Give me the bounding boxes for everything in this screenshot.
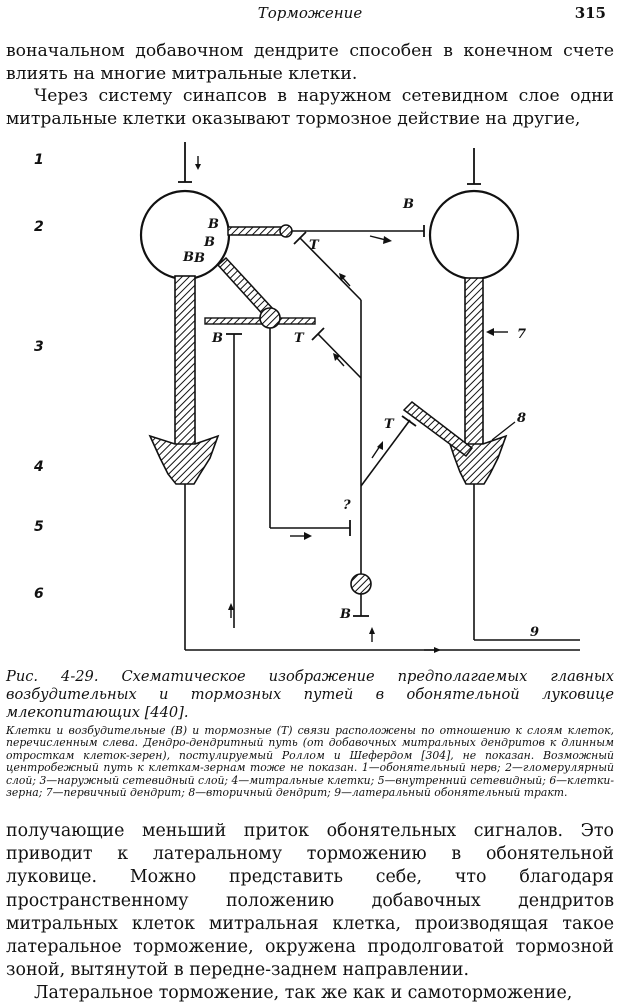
top-paragraphs [6, 40, 614, 130]
secondary-dendrite-right [404, 402, 472, 456]
running-head [0, 2, 620, 24]
label-b6: B [212, 331, 223, 346]
bottom-paragraphs [6, 820, 614, 1006]
arrow-granule-right [372, 441, 383, 458]
level-label-5: 5 [34, 519, 44, 535]
label-b1: B [208, 217, 219, 232]
arrow-up-granule [369, 627, 375, 642]
label-b2: B [204, 235, 215, 250]
level-label-4: 4 [34, 459, 44, 475]
label-8: 8 [517, 411, 527, 426]
level-label-1: 1 [34, 152, 44, 168]
arrow-fibre-right [290, 532, 312, 540]
question-mark: ? [343, 498, 351, 513]
bottom-paragraph-1: получающие меньший приток обонятельных сигналов. Это приводит к латеральному торможению в обонятельной луковице. Можно представить себе, что благодаря пространственному положению добавочных дендритов митральных клеток митральная клетка, производящая такое латеральное торможение, окружена продолговатой тормозной зоной, вытянутой в передне-заднем направлении. [6, 821, 614, 981]
label-b5: B [403, 197, 414, 212]
label-b3: B [194, 251, 205, 266]
mitral-cell-left [141, 191, 229, 279]
caption-title: Рис. 4-29. Схематическое изображение предполагаемых главных возбудительных и тормозных путей в обонятельной луковице млекопитающих [440]. [6, 668, 614, 721]
caption-body: Клетки и возбудительные (В) и тормозные (Т) связи расположены по отношению к слоям клеток, перечисленным слева. Дендро-дендритный путь (от добавочных митральных дендритов к длинным отросткам клеток-зерен), постулируемый Роллом и Шефердом [304], не показан. Возможный центробежный путь к клеткам-зернам тоже не показан. 1—обонятельный нерв; 2—гломерулярный слой; 3—наружный сетевидный слой; 4—митральные клетки; 5—внутренний сетевидный; 6—клетки-зерна; 7—первичный дендрит; 8—вторичный дендрит; 9—латеральный обонятельный тракт. [6, 724, 614, 800]
synapse-upper [280, 225, 292, 237]
arrow-nerve-left [195, 156, 201, 170]
diagram-svg [0, 140, 620, 660]
page-number: 315 [574, 4, 606, 22]
level-label-2: 2 [34, 219, 44, 235]
label-9: 9 [530, 625, 540, 640]
glomerular-tuft-left [150, 436, 218, 484]
olfactory-bulb-diagram [0, 140, 620, 660]
arrow-dendrite-7 [486, 328, 508, 336]
running-title: Торможение [257, 4, 363, 22]
synapse-middle [260, 308, 280, 328]
granule-cell [351, 574, 371, 594]
mitral-cell-right [430, 191, 518, 279]
label-b7: B [340, 607, 351, 622]
label-7: 7 [517, 327, 527, 342]
label-t3: T [384, 417, 394, 432]
axon-collateral-upper [228, 227, 284, 235]
arrow-up-left [228, 603, 234, 618]
label-t1: T [309, 238, 319, 253]
figure-caption [6, 668, 614, 799]
bottom-paragraph-2: Латеральное торможение, так же как и самоторможение, [34, 983, 573, 1004]
level-label-3: 3 [34, 339, 44, 355]
label-b4: B [183, 250, 194, 265]
arrow-tract-right [424, 647, 441, 653]
primary-dendrite-right [465, 278, 483, 446]
label-t2: T [294, 331, 304, 346]
top-paragraph-1: воначальном добавочном дендрите способен в конечном счете влиять на многие митральные клетки. [6, 41, 614, 84]
primary-dendrite-left [175, 276, 195, 448]
top-paragraph-2: Через систему синапсов в наружном сетевидном слое одни митральные клетки оказывают тормозное действие на другие, [6, 86, 614, 129]
olfactory-nerve-right [467, 148, 481, 184]
olfactory-nerve-left [178, 142, 192, 182]
level-label-6: 6 [34, 586, 44, 602]
arrow-upper-lateral [370, 236, 392, 244]
